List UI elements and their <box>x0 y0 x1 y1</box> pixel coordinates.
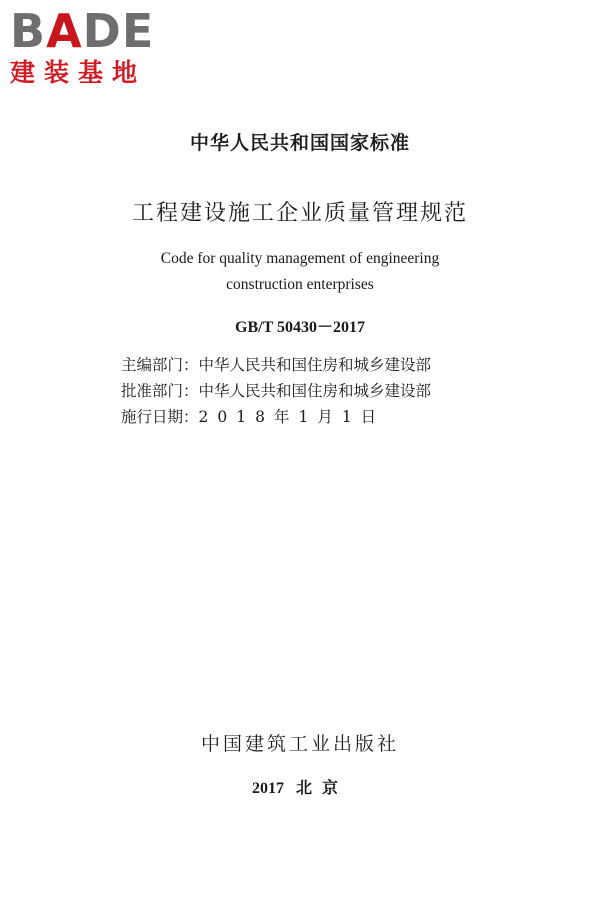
title-english-line-2: construction enterprises <box>226 276 374 293</box>
editor-row <box>121 352 431 378</box>
approver-row <box>121 378 431 404</box>
approver-label: 批准部门： <box>121 382 199 400</box>
standard-code: GB/T 50430－2017 <box>235 319 365 336</box>
info-block <box>121 352 431 430</box>
logo-wordmark <box>10 4 175 58</box>
logo-letters-de: DE <box>82 4 155 58</box>
title-chinese: 工程建设施工企业质量管理规范 <box>131 201 468 226</box>
publication-place <box>0 775 600 798</box>
bade-logo <box>10 4 175 88</box>
title-english-line-1: Code for quality management of engineering <box>160 250 440 267</box>
editor-label: 主编部门： <box>121 356 199 374</box>
date-label: 施行日期： <box>121 408 199 426</box>
approver-value: 中华人民共和国住房和城乡建设部 <box>198 382 432 400</box>
title-english <box>0 246 600 298</box>
logo-letter-a: A <box>46 4 83 58</box>
date-row <box>121 404 431 430</box>
publisher: 中国建筑工业出版社 <box>200 733 399 755</box>
editor-value: 中华人民共和国住房和城乡建设部 <box>198 356 432 374</box>
logo-subtitle: 建装基地 <box>10 58 147 87</box>
standard-type: 中华人民共和国国家标准 <box>189 132 410 154</box>
publication-year: 2017 <box>251 780 284 797</box>
logo-letter-b: B <box>10 4 47 58</box>
publication-city: 北京 <box>295 778 348 797</box>
date-value: 2018年1月1日 <box>198 408 386 426</box>
